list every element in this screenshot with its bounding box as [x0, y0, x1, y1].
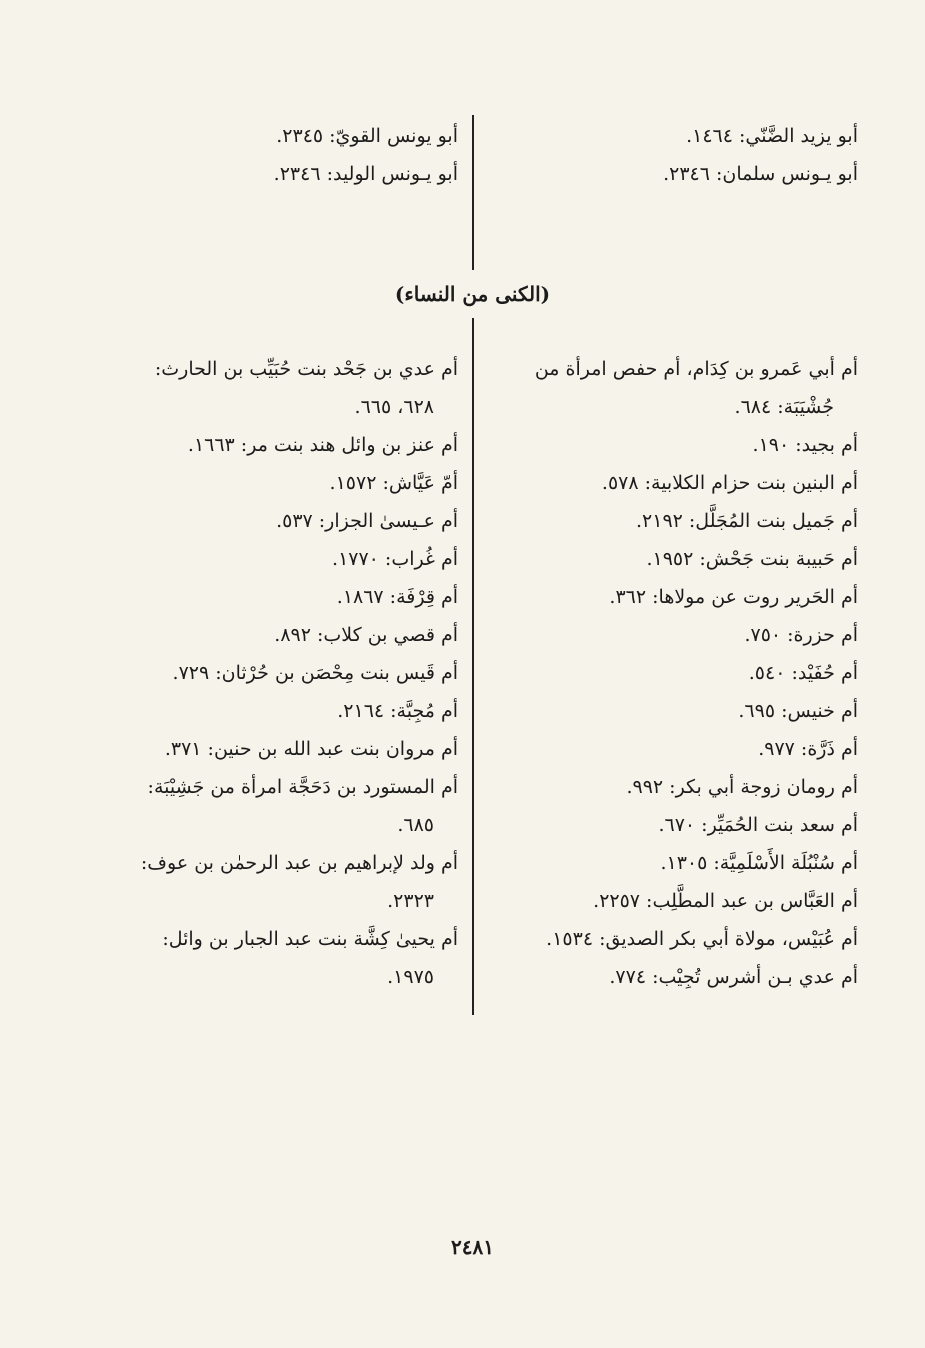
index-entry: أم ذَرَّة: ٩٧٧. — [758, 738, 858, 760]
index-entry: أم خنيس: ٦٩٥. — [738, 700, 858, 722]
bottom-column-divider — [472, 318, 474, 1015]
index-entry: أبو يـونس الوليد: ٢٣٤٦. — [273, 163, 458, 185]
index-entry: أم البنين بنت حزام الكلابية: ٥٧٨. — [601, 472, 858, 494]
index-entry: أم عدي بن جَحْد بنت حُبَيِّب بن الحارث: — [154, 358, 458, 380]
index-entry: أبو يزيد الضَّنّي: ١٤٦٤. — [686, 125, 858, 147]
index-entry-continuation: جُشْيَبَة: ٦٨٤. — [734, 396, 834, 418]
index-entry-continuation: ٦٨٥. — [397, 814, 434, 836]
index-entry: أم أبي عَمرو بن كِدَام، أم حفص امرأة من — [534, 358, 858, 380]
index-entry: أبو يـونس سلمان: ٢٣٤٦. — [663, 163, 858, 185]
index-entry: أم مروان بنت عبد الله بن حنين: ٣٧١. — [164, 738, 458, 760]
index-entry: أم قصي بن كلاب: ٨٩٢. — [274, 624, 458, 646]
index-entry: أمّ عَيَّاش: ١٥٧٢. — [329, 472, 458, 494]
index-entry: أم ولد لإبراهيم بن عبد الرحمٰن بن عوف: — [140, 852, 458, 874]
top-left-column — [90, 117, 458, 193]
top-right-column — [500, 117, 858, 193]
index-entry: أم قَيس بنت مِحْصَن بن حُرْثان: ٧٢٩. — [172, 662, 458, 684]
index-entry: أم عدي بـن أشرس تُجِيْب: ٧٧٤. — [609, 966, 858, 988]
top-column-divider — [472, 115, 474, 270]
index-entry: أم عنز بن وائل هند بنت مر: ١٦٦٣. — [187, 434, 458, 456]
index-entry: أم حَبيبة بنت جَحْش: ١٩٥٢. — [646, 548, 858, 570]
index-entry: أم غُراب: ١٧٧٠. — [332, 548, 458, 570]
index-entry: أبو يونس القويّ: ٢٣٤٥. — [276, 125, 458, 147]
index-entry-continuation: ١٩٧٥. — [387, 966, 434, 988]
index-entry: أم الحَرير روت عن مولاها: ٣٦٢. — [609, 586, 858, 608]
index-entry: أم المستورد بن دَحَجَّة امرأة من جَشِيْبَة: — [147, 776, 458, 798]
index-entry: أم جَميل بنت المُجَلَّل: ٢١٩٢. — [635, 510, 858, 532]
index-entry: أم بجيد: ١٩٠. — [752, 434, 858, 456]
index-entry: أم يحيىٰ كِشَّة بنت عبد الجبار بن وائل: — [162, 928, 458, 950]
index-entry: أم قِرْفَة: ١٨٦٧. — [336, 586, 458, 608]
index-entry: أم حُفَيْد: ٥٤٠. — [748, 662, 858, 684]
index-entry: أم رومان زوجة أبي بكر: ٩٩٢. — [626, 776, 858, 798]
index-entry-continuation: ٢٣٢٣. — [387, 890, 434, 912]
index-entry-continuation: ٦٢٨، ٦٦٥. — [354, 396, 434, 418]
index-entry: أم عُبَيْس، مولاة أبي بكر الصديق: ١٥٣٤. — [546, 928, 858, 950]
women-right-column — [482, 350, 858, 996]
women-left-column — [86, 350, 458, 996]
index-entry: أم عـيسىٰ الجزار: ٥٣٧. — [276, 510, 458, 532]
index-entry: أم حزرة: ٧٥٠. — [744, 624, 858, 646]
index-entry: أم سعد بنت الحُمَيِّر: ٦٧٠. — [658, 814, 858, 836]
page-number: ٢٤٨١ — [451, 1235, 494, 1259]
section-heading: (الكنى من النساء) — [394, 282, 551, 306]
index-entry: أم سُنْبُلَة الأَسْلَمِيَّة: ١٣٠٥. — [660, 852, 858, 874]
index-entry: أم العَبَّاس بن عبد المطَّلِب: ٢٢٥٧. — [593, 890, 858, 912]
index-entry: أم مُجِبَّة: ٢١٦٤. — [337, 700, 458, 722]
